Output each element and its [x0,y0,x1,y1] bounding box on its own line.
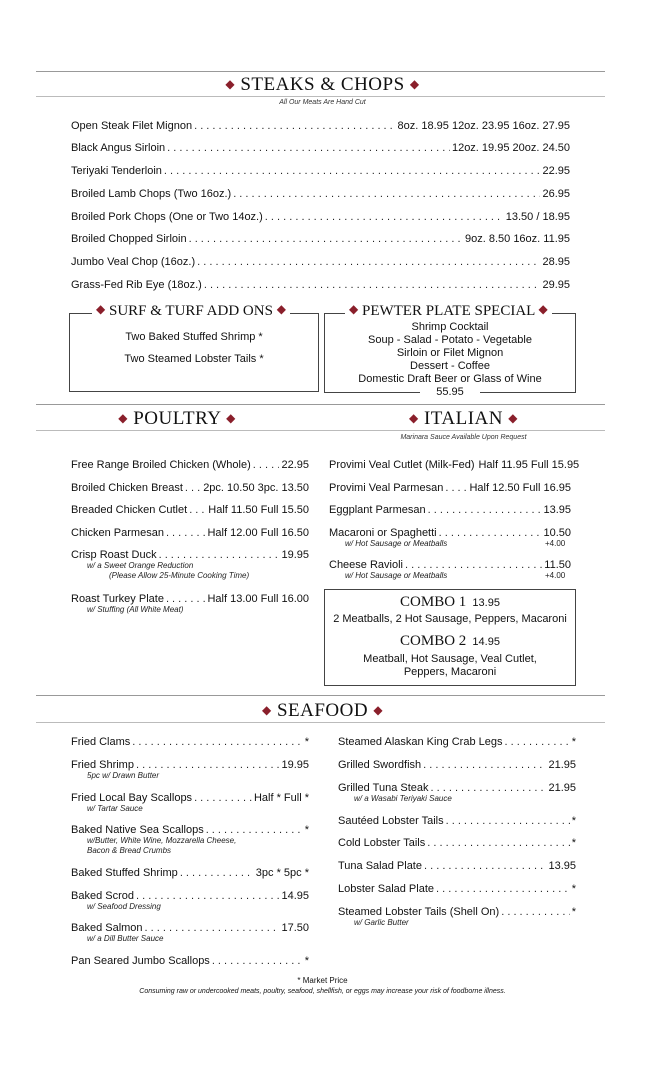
item-price: 22.95 [281,459,309,471]
leader-dots [431,782,547,794]
item-note: w/ Tartar Sauce [87,804,143,813]
leader-dots [446,815,570,827]
menu-item [329,559,571,571]
leader-dots [428,504,542,516]
item-name: Fried Clams [71,736,131,748]
leader-dots [505,736,570,748]
item-price: Half * Full * [253,792,309,804]
menu-item [71,188,570,200]
item-name: Eggplant Parmesan [329,504,426,516]
diamond-icon: ◆ [276,302,286,316]
item-name: Roast Turkey Plate [71,593,164,605]
menu-item [329,504,571,516]
steaks-title: STEAKS & CHOPS [240,74,405,95]
diamond-icon: ◆ [349,302,359,316]
combo2-heading: COMBO 2 14.95 [400,633,500,649]
item-name: Fried Local Bay Scallops [71,792,193,804]
leader-dots [136,759,280,771]
leader-dots [189,233,463,245]
menu-item [338,736,576,748]
item-name: Breaded Chicken Cutlet [71,504,188,516]
leader-dots [445,482,467,494]
item-price: 22.95 [542,165,570,177]
menu-item [71,736,309,748]
item-note: w/ a Dill Butter Sauce [87,934,164,943]
item-note: w/ Seafood Dressing [87,902,161,911]
surf-turf-item: Two Baked Stuffed Shrimp * [125,331,263,343]
item-name: Grilled Swordfish [338,759,422,771]
combo2-desc: Peppers, Macaroni [403,666,497,678]
steaks-heading [0,74,645,96]
diamond-icon: ◆ [226,411,236,425]
leader-dots [501,906,570,918]
item-price: * [304,955,309,967]
item-price: 13.95 [543,504,571,516]
item-name: Jumbo Veal Chop (16oz.) [71,256,196,268]
item-name: Broiled Chicken Breast [71,482,183,494]
item-price: 11.50 [544,559,571,571]
item-name: Provimi Veal Parmesan [329,482,444,494]
item-extra-price: +4.00 [545,571,566,580]
item-name: Sautéed Lobster Tails [338,815,444,827]
menu-item [329,459,580,471]
item-price: 8oz. 18.95 12oz. 23.95 16oz. 27.95 [397,120,570,132]
italian-subtitle: Marinara Sauce Available Upon Request [400,434,527,441]
item-price: * [571,906,576,918]
item-price: 17.50 [281,922,309,934]
item-price: 14.95 [281,890,309,902]
item-name: Steamed Alaskan King Crab Legs [338,736,503,748]
menu-item [71,142,570,154]
item-price: * [571,815,576,827]
item-note: w/ a Wasabi Teriyaki Sauce [354,794,452,803]
item-price: * [304,824,309,836]
item-price: 26.95 [542,188,570,200]
item-price: * [571,736,576,748]
menu-item [338,906,576,918]
leader-dots [204,279,541,291]
poultry-title: POULTRY [133,408,221,429]
surf-turf-item: Two Steamed Lobster Tails * [124,353,264,365]
item-note: w/ Hot Sausage or Meatballs [345,539,448,548]
leader-dots [145,922,280,934]
leader-dots [132,736,302,748]
top-rule [36,71,605,72]
item-name: Pan Seared Jumbo Scallops [71,955,210,967]
leader-dots [185,482,201,494]
market-price-note: * Market Price [297,976,348,985]
item-note: w/ Hot Sausage or Meatballs [345,571,448,580]
leader-dots [427,837,569,849]
leader-dots [197,256,540,268]
item-name: Provimi Veal Cutlet (Milk-Fed) [329,459,475,471]
item-name: Tuna Salad Plate [338,860,422,872]
leader-dots [212,955,303,967]
leader-dots [253,459,280,471]
leader-dots [424,860,546,872]
italian-heading [322,408,605,430]
menu-item [71,233,570,245]
pewter-heading: ◆ PEWTER PLATE SPECIAL ◆ [345,303,552,320]
menu-item [71,256,570,268]
item-price: Half 13.00 Full 16.00 [207,593,309,605]
item-extra-price: +4.00 [545,539,566,548]
item-price: 13.50 / 18.95 [505,211,570,223]
item-price: * [571,883,576,895]
item-price: 19.95 [281,549,309,561]
menu-item [71,792,309,804]
item-name: Broiled Chopped Sirloin [71,233,187,245]
item-note: w/ Garlic Butter [354,918,409,927]
item-note: Bacon & Bread Crumbs [87,846,172,855]
diamond-icon: ◆ [261,703,272,717]
item-name: Open Steak Filet Mignon [71,120,193,132]
item-note: (Please Allow 25-Minute Cooking Time) [109,571,250,580]
menu-item [71,165,570,177]
item-note: 5pc w/ Drawn Butter [87,771,160,780]
pewter-line: Sirloin or Filet Mignon [396,347,504,359]
item-price: * [304,736,309,748]
mid-rule [36,404,605,405]
item-note: w/Butter, White Wine, Mozzarella Cheese, [87,836,237,845]
item-name: Steamed Lobster Tails (Shell On) [338,906,500,918]
pewter-line: Dessert - Coffee [410,360,490,372]
menu-item [71,759,309,771]
menu-item [338,782,576,794]
combo2-desc: Meatball, Hot Sausage, Veal Cutlet, [363,653,537,665]
diamond-icon: ◆ [225,77,236,91]
item-name: Fried Shrimp [71,759,134,771]
item-price: 28.95 [542,256,570,268]
item-price: * [571,837,576,849]
leader-dots [164,165,541,177]
menu-item [71,211,570,223]
menu-item [71,922,309,934]
poultry-heading [36,408,318,430]
item-name: Teriyaki Tenderloin [71,165,162,177]
pewter-price: 55.95 [420,386,480,398]
pewter-line: Domestic Draft Beer or Glass of Wine [358,373,542,385]
leader-dots [265,211,504,223]
diamond-icon: ◆ [409,411,419,425]
leader-dots [423,759,546,771]
item-name: Macaroni or Spaghetti [329,527,437,539]
menu-item [71,527,309,539]
pewter-line: Shrimp Cocktail [411,321,489,333]
leader-dots [166,527,206,539]
pewter-line: Soup - Salad - Potato - Vegetable [368,334,532,346]
leader-dots [194,792,252,804]
menu-item [71,279,570,291]
menu-item [329,482,571,494]
item-name: Crisp Roast Duck [71,549,157,561]
menu-item [71,867,309,879]
item-price: 10.50 [543,527,571,539]
surf-turf-heading: ◆ SURF & TURF ADD ONS ◆ [92,303,290,320]
seafood-rule-top [36,695,605,696]
menu-item [71,482,309,494]
steaks-subtitle: All Our Meats Are Hand Cut [279,99,366,106]
menu-item [338,759,576,771]
combo1-desc: 2 Meatballs, 2 Hot Sausage, Peppers, Macaroni [333,613,567,625]
menu-item [71,824,309,836]
menu-item [338,837,576,849]
item-price: 12oz. 19.95 20oz. 24.50 [451,142,570,154]
item-name: Free Range Broiled Chicken (Whole) [71,459,251,471]
item-name: Cheese Ravioli [329,559,403,571]
item-price: Half 11.50 Full 15.50 [208,504,309,516]
item-name: Lobster Salad Plate [338,883,435,895]
item-name: Black Angus Sirloin [71,142,166,154]
item-name: Baked Salmon [71,922,143,934]
item-name: Baked Stuffed Shrimp [71,867,178,879]
item-name: Broiled Pork Chops (One or Two 14oz.) [71,211,263,223]
menu-item [71,459,309,471]
seafood-heading [0,700,645,722]
item-name: Grass-Fed Rib Eye (18oz.) [71,279,202,291]
menu-item [338,815,576,827]
item-name: Baked Scrod [71,890,134,902]
seafood-rule [36,722,605,723]
menu-item [71,955,309,967]
item-name: Broiled Lamb Chops (Two 16oz.) [71,188,232,200]
diamond-icon: ◆ [508,411,518,425]
leader-dots [206,824,303,836]
diamond-icon: ◆ [96,302,106,316]
foodborne-warning: Consuming raw or undercooked meats, poultry, seafood, shellfish, or eggs may increase your risk of foodborne illness. [139,988,506,995]
item-price: 21.95 [548,759,576,771]
item-price: 29.95 [542,279,570,291]
leader-dots [194,120,395,132]
leader-dots [166,593,206,605]
italian-title: ITALIAN [423,408,503,429]
menu-item [338,860,576,872]
leader-dots [436,883,570,895]
diamond-icon: ◆ [409,77,420,91]
leader-dots [189,504,206,516]
menu-item [71,593,309,605]
diamond-icon: ◆ [538,302,548,316]
diamond-icon: ◆ [373,703,384,717]
poultry-rule [36,430,605,431]
combo1-heading: COMBO 1 13.95 [400,594,500,610]
diamond-icon: ◆ [118,411,128,425]
item-price: Half 11.95 Full 15.95 [478,459,580,471]
item-price: 19.95 [281,759,309,771]
leader-dots [167,142,450,154]
item-note: w/ Stuffing (All White Meat) [87,605,184,614]
leader-dots [159,549,280,561]
item-price: 3pc * 5pc * [255,867,309,879]
menu-item [71,890,309,902]
item-price: 2pc. 10.50 3pc. 13.50 [203,482,309,494]
menu-item [71,504,309,516]
leader-dots [136,890,279,902]
leader-dots [439,527,542,539]
item-name: Grilled Tuna Steak [338,782,429,794]
leader-dots [233,188,540,200]
leader-dots [180,867,254,879]
menu-item [338,883,576,895]
menu-item [71,549,309,561]
item-price: 21.95 [548,782,576,794]
item-note: w/ a Sweet Orange Reduction [87,561,194,570]
steaks-rule [36,96,605,97]
leader-dots [405,559,542,571]
item-price: 13.95 [548,860,576,872]
menu-item [71,120,570,132]
item-price: Half 12.50 Full 16.95 [469,482,571,494]
seafood-title: SEAFOOD [276,700,369,721]
menu-item [329,527,571,539]
item-name: Baked Native Sea Scallops [71,824,204,836]
item-name: Cold Lobster Tails [338,837,426,849]
item-price: 9oz. 8.50 16oz. 11.95 [465,233,570,245]
item-price: Half 12.00 Full 16.50 [207,527,309,539]
item-name: Chicken Parmesan [71,527,164,539]
